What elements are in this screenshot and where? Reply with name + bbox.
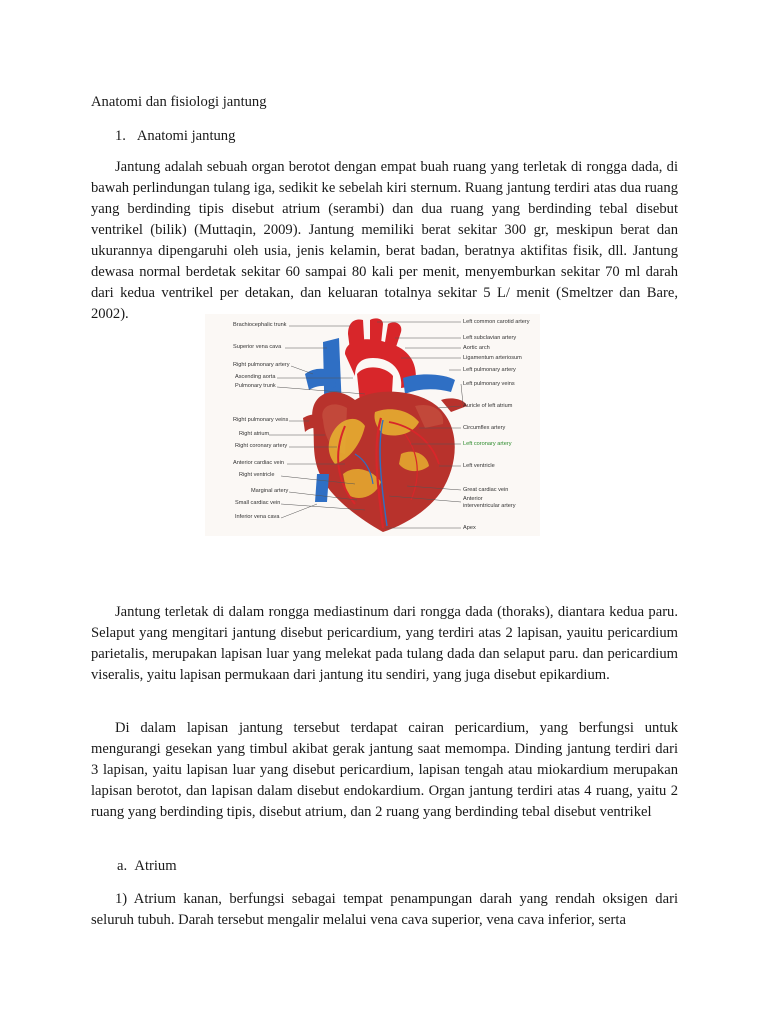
paragraph-3: Di dalam lapisan jantung tersebut terdapat cairan pericardium, yang berfungsi untuk mengurangi gesekan yang timbul akibat gerak jantung saat memompa. Dinding jantung terdiri dari 3 lapisan, yaitu lapisan luar yang disebut pericardium, lapisan tengah atau miokardium merupakan lapisan berotot, dan lapisan dalam disebut endokardium. Organ jantung terdiri atas 4 ruang, yaitu 2 ruang yang berdinding tipis, disebut atrium, dan 2 ruang yang berdinding tebal disebut ventrikel [91,720,678,820]
label-left-subclavian-artery: Left subclavian artery [463,335,517,341]
label-right-atrium: Right atrium [239,431,270,437]
label-great-cardiac-vein: Great cardiac vein [463,487,509,493]
label-left-coronary-artery: Left coronary artery [463,441,512,447]
label-right-coronary-artery: Right coronary artery [235,443,288,449]
label-aortic-arch: Aortic arch [463,345,490,351]
label-anterior-cardiac-vein: Anterior cardiac vein [233,460,284,466]
label-left-pulmonary-artery: Left pulmonary artery [463,367,516,373]
label-ascending-aorta: Ascending aorta [235,374,276,380]
label-right-pulmonary-artery: Right pulmonary artery [233,362,290,368]
label-brachiocephalic-trunk: Brachiocephalic trunk [233,322,287,328]
paragraph-1: Jantung adalah sebuah organ berotot dengan empat buah ruang yang terletak di rongga dada, di bawah perlindungan tulang iga, sedikit ke sebelah kiri sternum. Ruang jantung terdiri atas dua ruang yang berdinding tipis disebut atrium (serambi) dan dua ruang yang berdinding tebal disebut ventrikel (bilik) (Muttaqin, 2009). Jantung memiliki berat sekitar 300 gr, meskipun berat dan ukurannya dipengaruhi oleh usia, jenis kelamin, berat badan, beratnya aktifitas fisik, dll. Jantung dewasa normal berdetak sekitar 60 sampai 80 kali per menit, menyemburkan sekitar 70 ml darah dari kedua ventrikel per detakan, dan keluaran totalnya sekitar 5 L/ menit (Smeltzer dan Bare, 2002). [91,159,678,322]
label-circumflex-artery: Circumflex artery [463,425,506,431]
right-pulmonary-artery-shape [305,369,337,390]
document-title: Anatomi dan fisiologi jantung [91,94,267,110]
label-apex: Apex [463,525,476,531]
label-anterior-interventricular-artery: Anterior interventricular artery [463,496,516,509]
inferior-vena-cava-shape [315,474,329,502]
label-right-ventricle: Right ventricle [239,472,275,478]
paragraph-4: 1) Atrium kanan, berfungsi sebagai tempat penampungan darah yang rendah oksigen dari seluruh tubuh. Darah tersebut mengalir melalui vena cava superior, vena cava inferior, serta [91,891,678,928]
section-heading-anatomi: 1. Anatomi jantung [115,128,236,144]
label-pulmonary-trunk: Pulmonary trunk [235,383,276,389]
label-left-pulmonary-veins: Left pulmonary veins [463,381,515,387]
label-auricle-left-atrium: Auricle of left atrium [463,403,513,409]
label-left-common-carotid-artery: Left common carotid artery [463,319,530,325]
left-pulmonary-artery-shape [403,374,455,394]
label-inferior-vena-cava: Inferior vena cava [235,514,280,520]
label-left-ventricle: Left ventricle [463,463,495,469]
label-superior-vena-cava: Superior vena cava [233,344,282,350]
label-right-pulmonary-veins: Right pulmonary veins [233,417,289,423]
paragraph-2: Jantung terletak di dalam rongga mediastinum dari rongga dada (thoraks), diantara kedua paru. Selaput yang mengitari jantung disebut pericardium, yang terdiri atas 2 lapisan, yauitu pericardium parietalis, merupakan lapisan luar yang melekat pada tulang dada dan selaput paru. dan pericardium viseralis, yaitu lapisan permukaan dari jantung itu sendiri, yang juga disebut epikardium. [91,604,678,683]
label-ligamentum-arteriosum: Ligamentum arteriosum [463,355,522,361]
label-small-cardiac-vein: Small cardiac vein [235,500,281,506]
label-marginal-artery: Marginal artery [251,488,289,494]
heart-anatomy-figure [205,314,540,536]
subsection-heading-atrium: a. Atrium [117,858,177,874]
